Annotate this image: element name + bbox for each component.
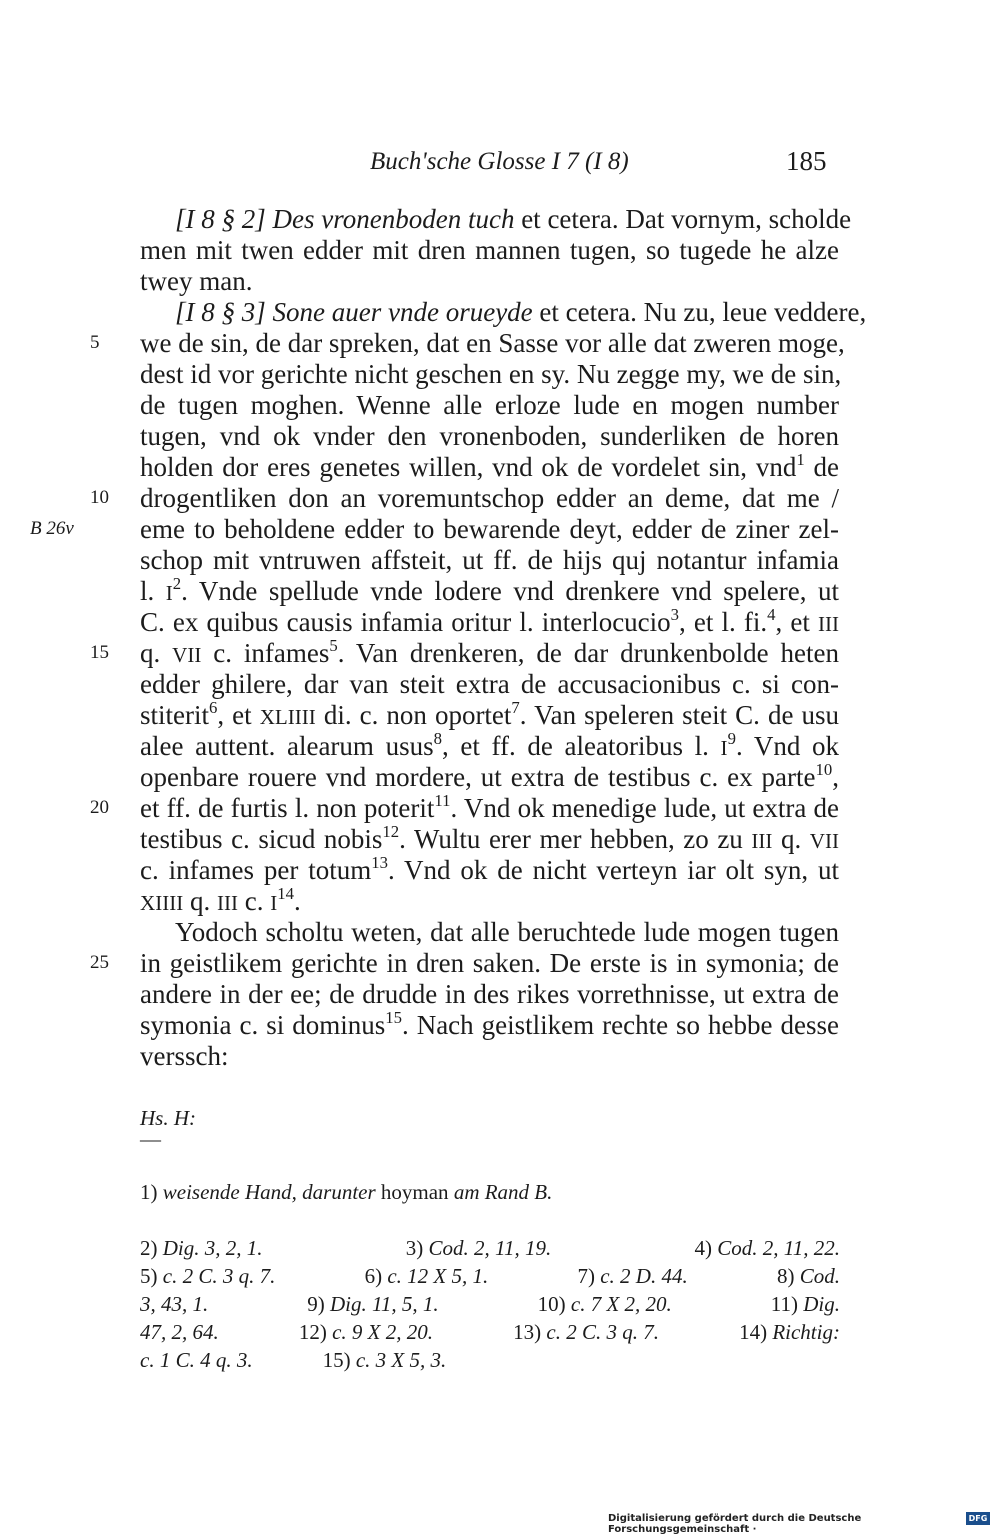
text-line: XIIII q. III c. $I^{14}$. <box>140 884 301 916</box>
text-line: et ff. de furtis l. non poterit$^{11}$. Vnd ok menedige lude, ut extra de <box>140 791 839 823</box>
text-line: schop mit vntruwen affsteit, ut ff. de hijs quj notantur infamia <box>140 545 839 575</box>
footnote-ref: 11 <box>434 791 451 811</box>
text-line: de tugen moghen. Wenne alle erloze lude en mogen number <box>140 390 839 420</box>
text-line: c. infames per totum$^{13}$. Vnd ok de nicht verteyn iar olt syn, ut <box>140 853 839 885</box>
footnote-ref: 10 <box>815 760 833 780</box>
manuscript-label: Hs. H: <box>140 1106 196 1130</box>
text-line: eme to beholdene edder to bewarende deyt, edder de ziner zel- <box>140 514 839 544</box>
text-line: testibus c. sicud nobis$^{12}$. Wultu erer mer hebben, zo zu III q. VII <box>140 822 839 854</box>
text-line: twey man. <box>140 266 253 296</box>
footnote: 14) Richtig: <box>739 1320 840 1344</box>
footnote: 15) c. 3 X 5, 3. <box>322 1348 447 1372</box>
footnote-row <box>140 1264 840 1289</box>
footnote-ref: 13 <box>371 853 388 873</box>
text-line: Yodoch scholtu weten, dat alle beruchtede lude mogen tugen <box>175 917 839 947</box>
section-ref: [I 8 § 3] <box>175 297 266 327</box>
footnote: 7) c. 2 D. 44. <box>577 1264 688 1288</box>
footnote-row <box>140 1292 840 1317</box>
footnote-ref: 14 <box>277 884 295 904</box>
footnote-ref: 1 <box>796 450 805 470</box>
text-line: symonia c. si dominus$^{15}$. Nach geistlikem rechte so hebbe desse <box>140 1008 839 1040</box>
line-number: 10 <box>90 487 109 508</box>
footnote-ref: 3 <box>670 605 680 625</box>
footnote-ref: 12 <box>382 822 400 842</box>
footnote: 13) c. 2 C. 3 q. 7. <box>513 1320 659 1344</box>
running-header: Buch'sche Glosse I 7 (I 8) <box>370 148 629 175</box>
text-line: andere in der ee; de drudde in des rikes vorrethnisse, ut extra de <box>140 979 839 1009</box>
apparatus-note: 1) weisende Hand, darunter hoyman am Rand B. <box>140 1180 553 1204</box>
text-line: men mit twen edder mit dren mannen tugen, so tugede he alze <box>140 235 839 265</box>
line-number: 15 <box>90 642 109 663</box>
line-number: 20 <box>90 797 109 818</box>
footnote-ref: 15 <box>385 1008 402 1028</box>
apparatus-dash: — <box>140 1127 161 1151</box>
text-line: we de sin, de dar spreken, dat en Sasse vor alle dat zweren moge, <box>140 328 845 358</box>
footnote: 6) c. 12 X 5, 1. <box>364 1264 489 1288</box>
footnote-ref: 6 <box>209 698 218 718</box>
footnote-row <box>140 1320 840 1345</box>
footnote: 8) Cod. <box>776 1264 840 1288</box>
footnote: 9) Dig. 11, 5, 1. <box>307 1292 439 1316</box>
footnote: c. 1 C. 4 q. 3. <box>140 1348 253 1372</box>
text-line: stiterit$^6$, et XLIIII di. c. non oportet$^7$. Van speleren steit C. de usu <box>140 698 839 730</box>
footnote: 47, 2, 64. <box>140 1320 219 1344</box>
funding-notice: Digitalisierung gefördert durch die Deutsche Forschungsgemeinschaft · <box>608 1513 862 1535</box>
footnote: 5) c. 2 C. 3 q. 7. <box>140 1264 276 1288</box>
line-number: 25 <box>90 952 109 973</box>
footnote-ref: 7 <box>511 698 520 718</box>
text-line: q. VII c. infames$^5$. Van drenkeren, de dar drunkenbolde heten <box>140 636 840 668</box>
line-number: 5 <box>90 332 100 353</box>
text-line: l. $I^2$. Vnde spellude vnde lodere vnd drenkere vnd spelere, ut <box>140 574 839 606</box>
margin-note: B 26v <box>30 518 74 539</box>
footnote: 3) Cod. 2, 11, 19. <box>405 1236 552 1260</box>
text-line: drogentliken don an voremuntschop edder an deme, dat me / <box>140 483 839 513</box>
dfg-logo: DFG <box>966 1512 990 1525</box>
text-line: openbare rouere vnd mordere, ut extra de testibus c. ex parte$^{10}$, <box>140 760 839 792</box>
page-number: 185 <box>786 146 827 176</box>
footnote: 11) Dig. <box>770 1292 840 1316</box>
footnote-ref: 2 <box>172 574 182 594</box>
lemma: Sone auer vnde orueyde <box>272 297 533 327</box>
text-line: edder ghilere, dar van steit extra de accusacionibus c. si con- <box>140 669 839 699</box>
text-line: tugen, vnd ok vnder den vronenboden, sunderliken de horen <box>140 421 839 451</box>
text-line: C. ex quibus causis infamia oritur l. interlocucio$^3$, et l. fi.$^4$, et III <box>140 605 839 637</box>
footnote-row <box>140 1236 840 1261</box>
footnote-ref: 9 <box>727 729 736 749</box>
footnote-ref: 5 <box>329 636 338 656</box>
text-line: alee auttent. alearum usus$^8$, et ff. de aleatoribus l. $I^9$. Vnd ok <box>140 729 839 761</box>
footnote-ref: 4 <box>767 605 776 625</box>
text-line: dest id vor gerichte nicht geschen en sy. Nu zegge my, we de sin, <box>140 359 842 389</box>
text-line: [I 8 § 2] Des vronenboden tuch et cetera. Dat vornym, scholde <box>175 204 852 234</box>
lemma: Des vronenboden tuch <box>272 204 515 234</box>
footnote: 4) Cod. 2, 11, 22. <box>694 1236 840 1260</box>
text-line: verssch: <box>140 1041 229 1071</box>
footnote-ref: 8 <box>433 729 442 749</box>
footnote: 12) c. 9 X 2, 20. <box>298 1320 434 1344</box>
text-line: [I 8 § 3] Sone auer vnde orueyde et cetera. Nu zu, leue veddere, <box>175 297 867 327</box>
section-ref: [I 8 § 2] <box>175 204 266 234</box>
footnote: 2) Dig. 3, 2, 1. <box>140 1236 263 1260</box>
text-line: in geistlikem gerichte in dren saken. De erste is in symonia; de <box>140 948 839 978</box>
footnote: 10) c. 7 X 2, 20. <box>537 1292 672 1316</box>
footnote-row <box>140 1348 840 1373</box>
text-line: holden dor eres genetes willen, vnd ok de vordelet sin, vnd$^1$ de <box>140 450 839 482</box>
footnote: 3, 43, 1. <box>140 1292 209 1316</box>
